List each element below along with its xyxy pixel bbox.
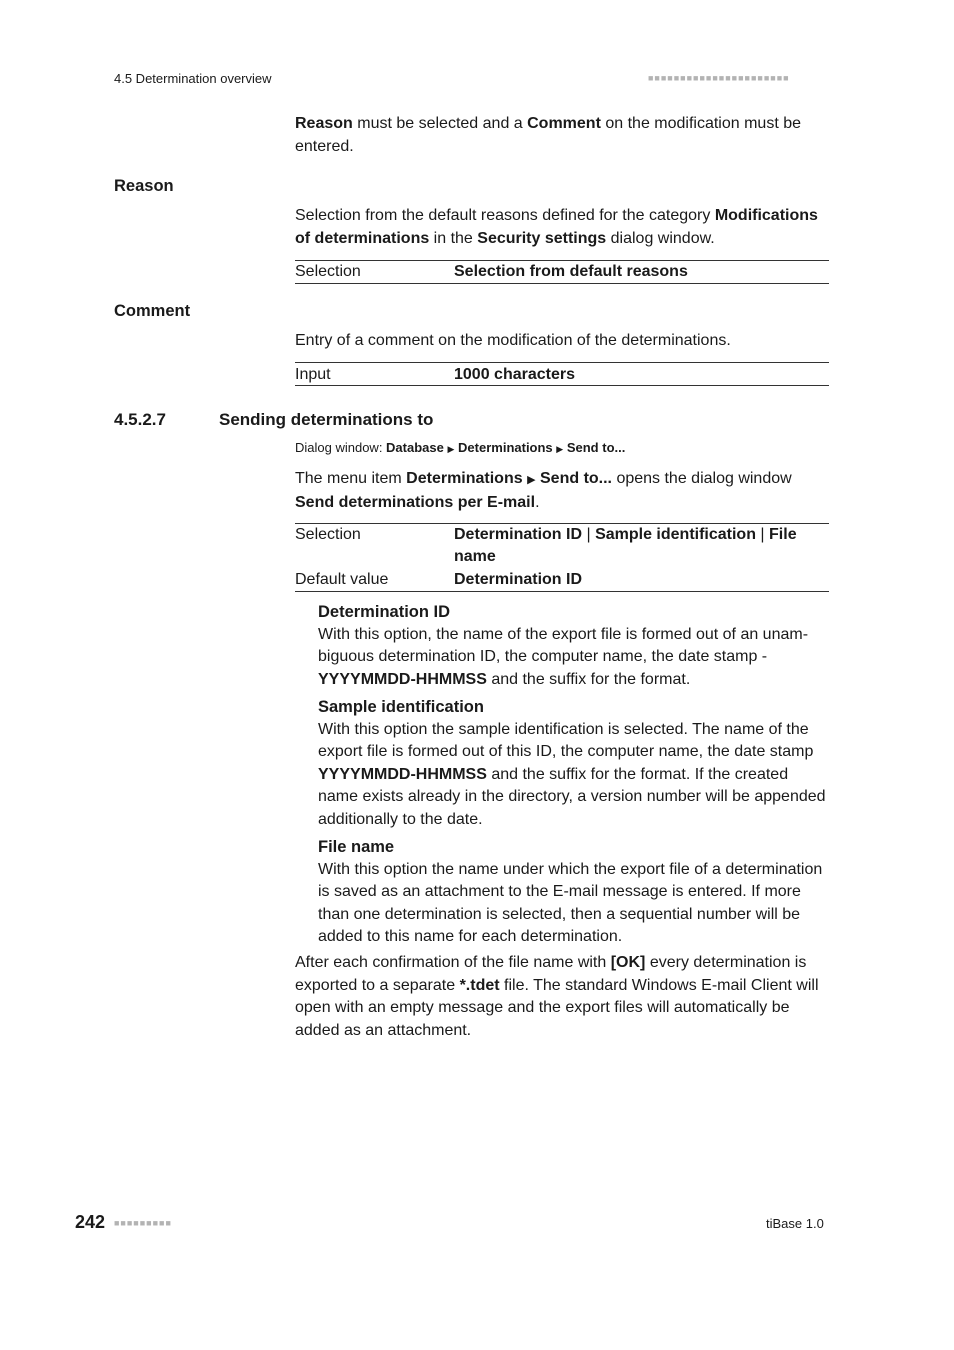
outro-tdet: *.tdet [459, 976, 500, 994]
dialog-path-database: Database [386, 440, 444, 455]
lead-f: . [535, 493, 540, 511]
section-lead [295, 468, 829, 514]
footer-decoration: ■■■■■■■■■ [114, 1218, 172, 1228]
reason-row-label: Selection [295, 263, 361, 280]
separator: | [582, 526, 596, 543]
dialog-path-send-to: Send to... [566, 440, 626, 455]
option-title: Determination ID [318, 603, 451, 621]
reason-desc-d: Security settings [477, 229, 607, 247]
outro-c: every determination is exported to a separate [295, 954, 807, 994]
selection-option-2: Sample identification [595, 526, 756, 543]
lead-d: opens the dialog window [612, 470, 792, 487]
reason-description [295, 205, 831, 250]
option-determination-id [318, 601, 830, 691]
reason-desc-c: in the [429, 229, 478, 247]
reason-row-value: Selection from default reasons [454, 263, 688, 280]
comment-table-bottom-rule [295, 385, 829, 386]
intro-reason-term: Reason [295, 115, 353, 132]
dialog-path [295, 440, 625, 455]
selection-option-1: Determination ID [454, 526, 583, 543]
selection-row-label: Selection [295, 526, 361, 543]
dialog-path-prefix: Dialog window: [295, 440, 387, 455]
option-file-name [318, 836, 830, 949]
selection-option-3: File name [454, 526, 797, 565]
option-date-format: YYYYMMDD-HHMMSS [318, 765, 487, 783]
outro-a: After each confirmation of the file name with [295, 954, 611, 971]
option-text-c: and the suffix for the format. [486, 670, 691, 688]
separator: | [755, 526, 770, 543]
option-date-format: YYYYMMDD-HHMMSS [318, 670, 487, 688]
intro-text-1: must be selected and a [352, 115, 528, 132]
option-title: File name [318, 838, 395, 856]
header-decoration: ■■■■■■■■■■■■■■■■■■■■■■ [648, 73, 790, 83]
selection-table-bottom-rule [295, 591, 829, 592]
default-row-value: Determination ID [454, 571, 583, 588]
option-text-a: With this option the sample identification is selected. The name of the export file is formed out of this ID, the computer name, the date stamp [318, 720, 814, 760]
option-description: With this option the name under which the export file of a determination is saved as an attachment to the E-mail message is entered. If more than one determination is selected, then a sequential number will be added to this name for each determination. [318, 860, 823, 945]
intro-text-2: on the modification must be entered. [295, 115, 802, 155]
option-description [318, 719, 830, 832]
default-row-label: Default value [295, 571, 389, 588]
intro-comment-term: Comment [527, 115, 601, 132]
option-description [318, 624, 830, 692]
option-sample-identification [318, 696, 830, 831]
intro-paragraph [295, 113, 829, 158]
reason-desc-a: Selection from the default reasons defined for the category [295, 207, 715, 224]
product-name: tiBase 1.0 [766, 1216, 824, 1231]
running-header: 4.5 Determination overview [114, 71, 272, 86]
option-text-a: With this option, the name of the export file is formed out of an unambiguous determination ID, the computer name, the date stamp - [318, 625, 809, 665]
reason-desc-b: Modifications of determinations [295, 207, 818, 247]
lead-menu-send-to: Send to... [540, 470, 612, 487]
comment-table-top-rule [295, 362, 829, 363]
selection-row-value [454, 524, 829, 568]
option-title: Sample identification [318, 698, 484, 716]
reason-table-bottom-rule [295, 283, 829, 284]
comment-row-label: Input [295, 366, 331, 383]
section-number: 4.5.2.7 [114, 410, 166, 429]
lead-dialog-name: Send determinations per E-mail [295, 493, 536, 511]
outro-e: file. The standard Windows E-mail Client will open with an empty message and the export files will automatically be added as an attachment. [295, 976, 819, 1039]
comment-heading: Comment [114, 302, 191, 320]
reason-desc-e: dialog window. [606, 229, 715, 247]
arrow-icon: ▶ [447, 444, 455, 454]
outro-ok: [OK] [610, 954, 646, 971]
option-text-c: and the suffix for the format. If the created name exists already in the directory, a version number will be appended additionally to the date. [318, 765, 826, 828]
arrow-icon: ▶ [527, 474, 536, 486]
comment-row-value: 1000 characters [454, 366, 575, 383]
reason-heading: Reason [114, 177, 174, 195]
page-number: 242 [75, 1212, 106, 1232]
dialog-path-determinations: Determinations [458, 440, 553, 455]
arrow-icon: ▶ [556, 444, 564, 454]
outro-paragraph [295, 952, 831, 1042]
comment-description: Entry of a comment on the modification of the determinations. [295, 332, 731, 349]
lead-a: The menu item [295, 470, 407, 487]
lead-menu-determinations: Determinations [406, 470, 523, 487]
section-title: Sending determinations to [219, 410, 434, 429]
